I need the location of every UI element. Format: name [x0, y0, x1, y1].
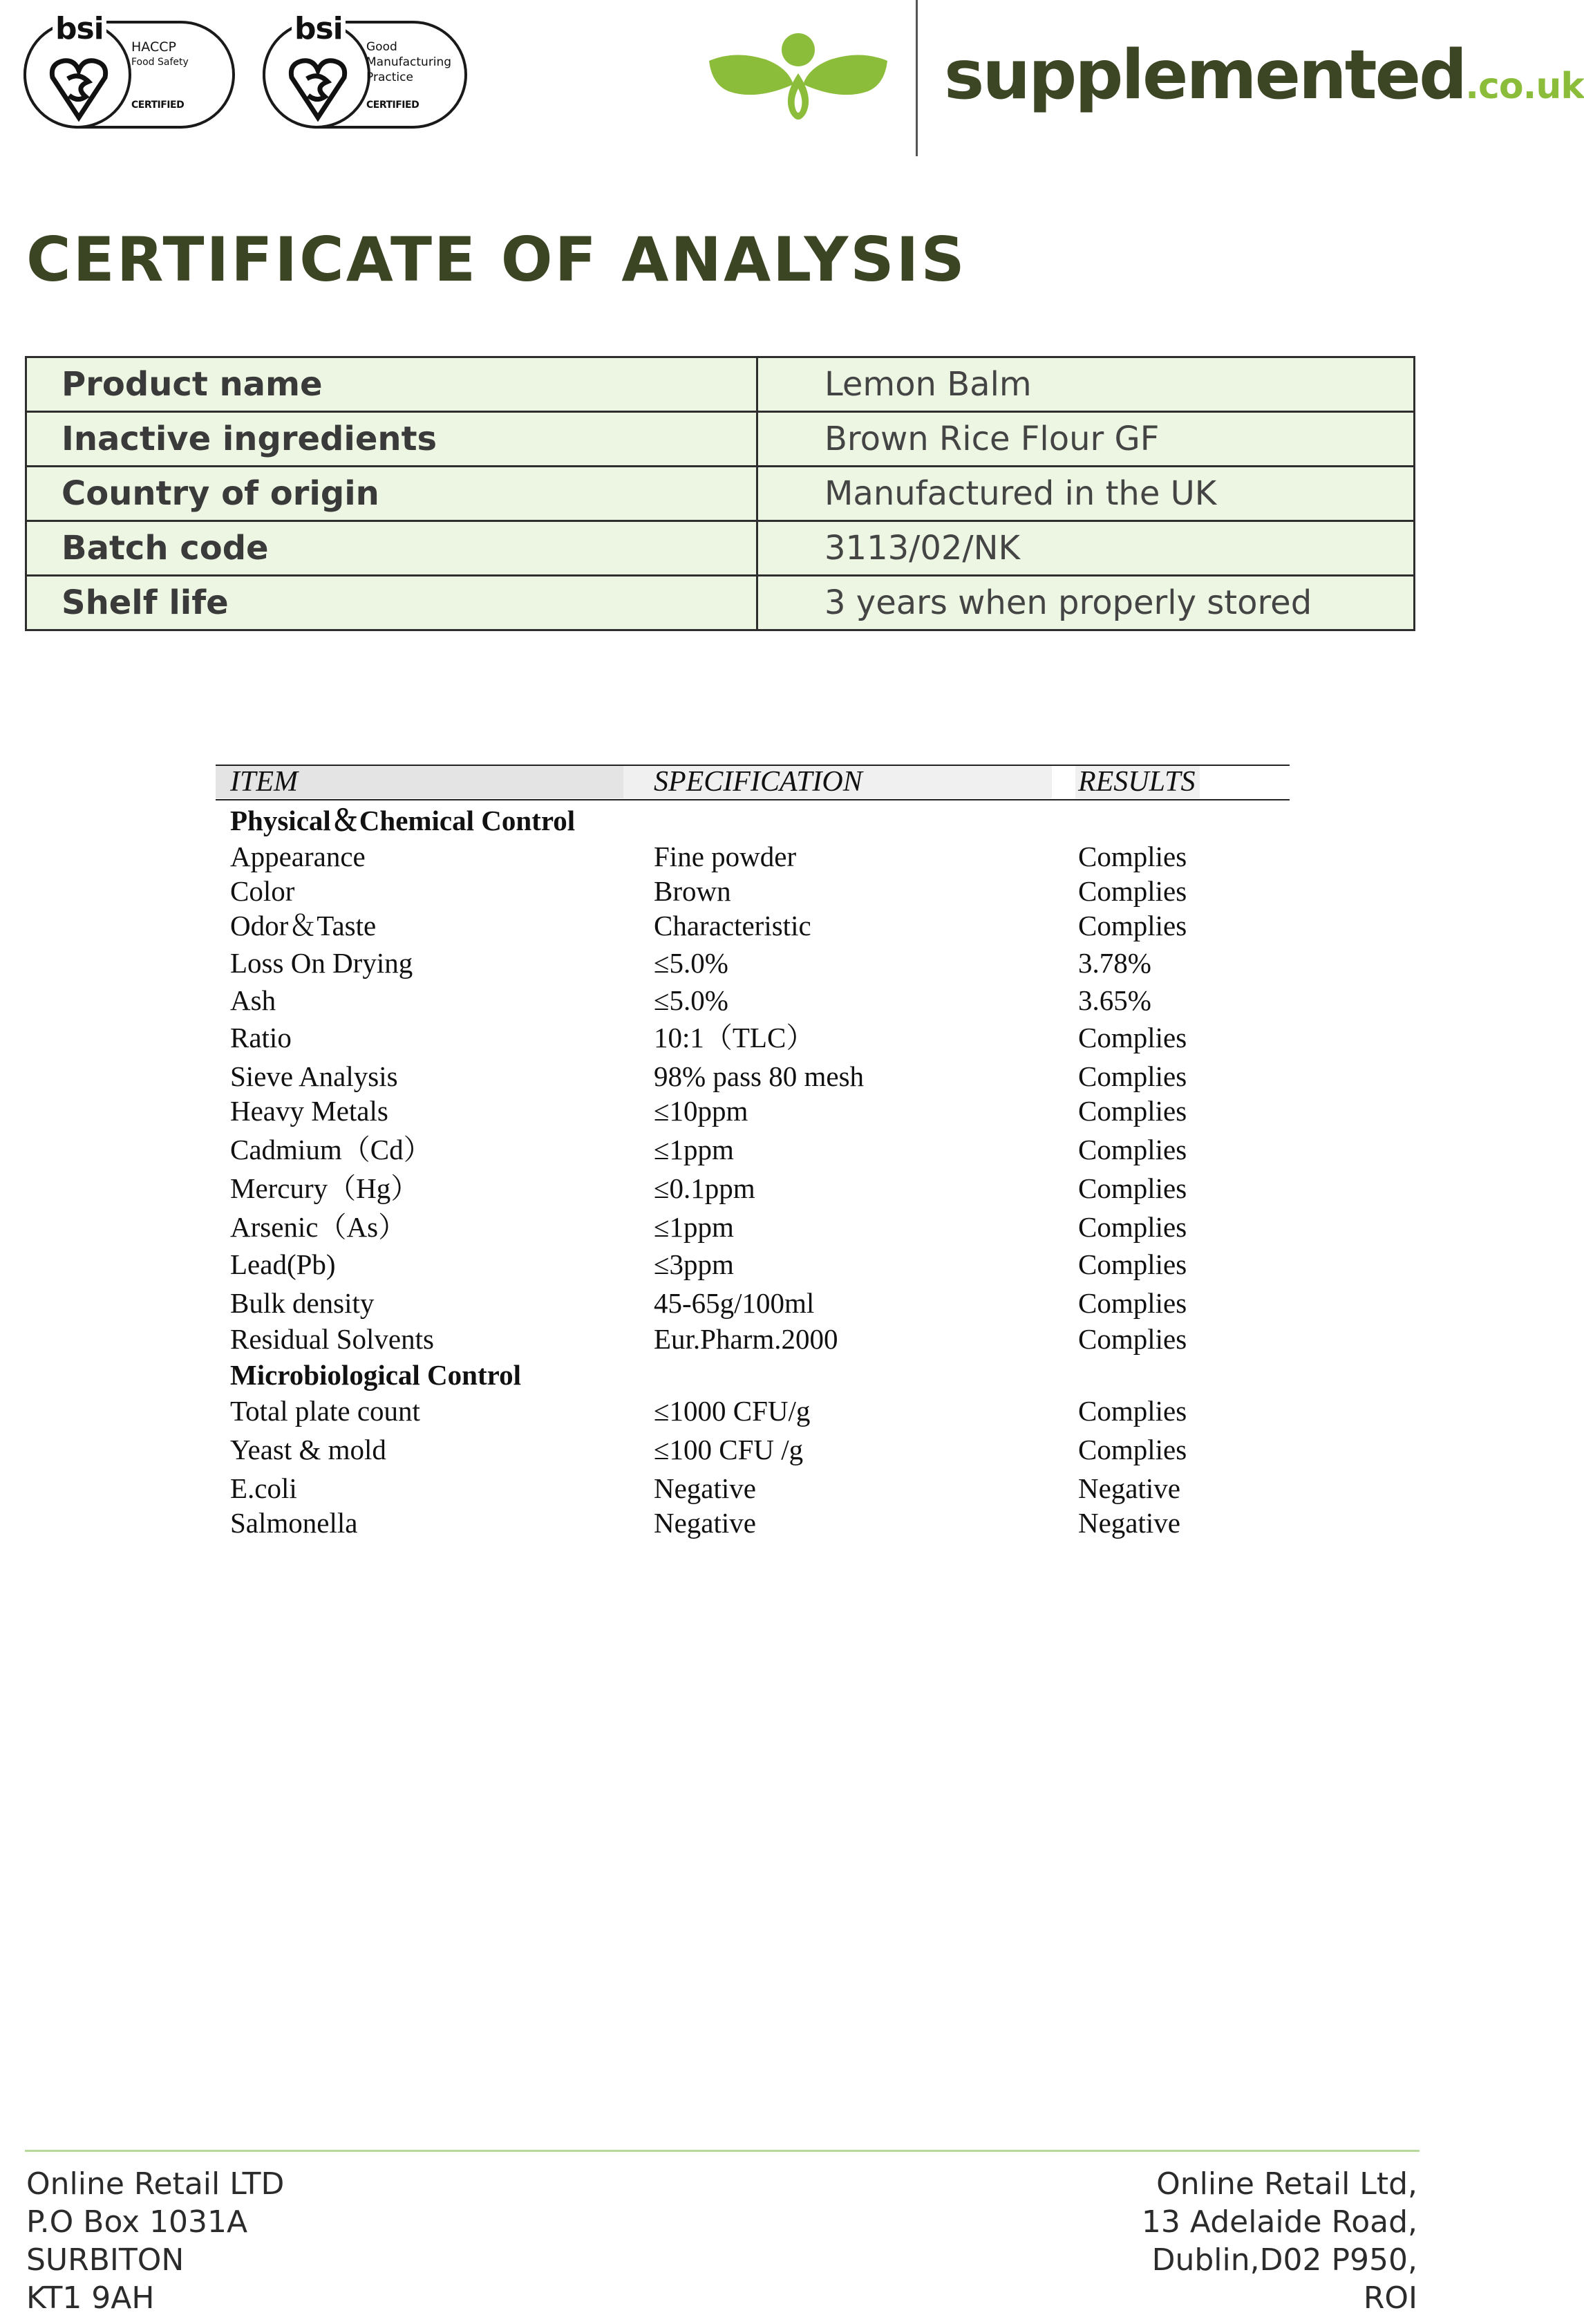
address-line: Dublin,D02 P950, — [1151, 2242, 1417, 2278]
brand-wordmark — [944, 30, 1584, 131]
table-row — [26, 576, 1415, 630]
specification-cell: ≤0.1ppm — [654, 1172, 755, 1204]
item-cell: Salmonella — [230, 1507, 358, 1539]
table-row — [0, 944, 1453, 982]
uk-address — [26, 2165, 284, 2317]
specification-cell: Eur.Pharm.2000 — [654, 1323, 838, 1355]
column-header-item: ITEM — [230, 766, 298, 798]
product-info-table — [25, 356, 1415, 631]
badge-status: CERTIFIED — [131, 100, 185, 111]
specification-cell: ≤3ppm — [654, 1248, 734, 1280]
bsi-logo-text: bsi — [292, 14, 346, 44]
result-cell: Complies — [1078, 1211, 1187, 1243]
kitemark-icon — [47, 51, 111, 120]
address-line: KT1 9AH — [26, 2280, 155, 2316]
column-header-specification: SPECIFICATION — [654, 766, 862, 798]
table-row — [0, 1470, 1453, 1507]
column-header-results: RESULTS — [1078, 766, 1196, 798]
specification-cell: Characteristic — [654, 910, 811, 941]
table-row — [0, 872, 1453, 910]
address-line: ROI — [1363, 2280, 1417, 2316]
table-row — [0, 1320, 1453, 1358]
kitemark-icon — [286, 51, 350, 120]
item-cell: Ratio — [230, 1022, 292, 1053]
specification-cell: Negative — [654, 1507, 756, 1539]
row-value: 3 years when properly stored — [757, 576, 1415, 630]
specification-cell: 45-65g/100ml — [654, 1287, 815, 1319]
badge-title: HACCP — [131, 39, 176, 55]
section-header-row — [0, 1356, 1453, 1394]
result-cell: Complies — [1078, 875, 1187, 907]
item-cell: E.coli — [230, 1472, 297, 1504]
item-cell: Ash — [230, 984, 276, 1016]
result-cell: Complies — [1078, 1134, 1187, 1165]
table-row — [0, 1058, 1453, 1095]
result-cell: Complies — [1078, 1060, 1187, 1092]
item-cell: Appearance — [230, 841, 366, 872]
item-cell: Cadmium（Cd） — [230, 1134, 432, 1165]
result-cell: Complies — [1078, 1395, 1187, 1427]
table-row — [26, 467, 1415, 521]
badge-title: Good — [366, 40, 397, 54]
haccp-certification-badge — [23, 11, 235, 129]
result-cell: Complies — [1078, 910, 1187, 941]
result-cell: 3.65% — [1078, 984, 1151, 1016]
specification-cell: Negative — [654, 1472, 756, 1504]
result-cell: Complies — [1078, 1022, 1187, 1053]
table-row — [0, 1392, 1453, 1430]
item-cell: Lead(Pb) — [230, 1248, 336, 1280]
specification-cell: Brown — [654, 875, 731, 907]
badge-status: CERTIFIED — [366, 100, 419, 111]
table-row — [0, 1092, 1453, 1130]
result-cell: Complies — [1078, 1434, 1187, 1465]
table-row — [0, 982, 1453, 1019]
row-label: Product name — [26, 357, 757, 412]
result-cell: Complies — [1078, 1248, 1187, 1280]
table-row — [0, 1431, 1453, 1468]
address-line: 13 Adelaide Road, — [1141, 2204, 1417, 2240]
row-value: Manufactured in the UK — [757, 467, 1415, 521]
table-row — [0, 1284, 1453, 1322]
specification-cell: ≤100 CFU /g — [654, 1434, 804, 1465]
item-cell: Physical＆Chemical Control — [230, 805, 576, 836]
address-line: Online Retail LTD — [26, 2166, 285, 2202]
specification-cell: ≤1ppm — [654, 1211, 734, 1243]
table-row — [0, 1019, 1453, 1056]
footer-divider — [25, 2150, 1420, 2152]
table-row — [0, 1208, 1453, 1246]
item-cell: Heavy Metals — [230, 1095, 388, 1127]
badge-subtitle-line: Practice — [366, 71, 413, 84]
item-cell: Loss On Drying — [230, 947, 413, 979]
item-cell: Odor＆Taste — [230, 910, 377, 941]
result-cell: Negative — [1078, 1472, 1180, 1504]
table-row — [0, 907, 1453, 944]
gmp-certification-badge — [263, 11, 467, 129]
table-row — [26, 412, 1415, 467]
table-row — [0, 1504, 1453, 1541]
row-label: Batch code — [26, 521, 757, 576]
specification-cell: ≤1000 CFU/g — [654, 1395, 811, 1427]
specification-cell: ≤5.0% — [654, 984, 728, 1016]
item-cell: Sieve Analysis — [230, 1060, 398, 1092]
row-label: Inactive ingredients — [26, 412, 757, 467]
address-line: P.O Box 1031A — [26, 2204, 248, 2240]
result-cell: Complies — [1078, 1095, 1187, 1127]
item-cell: Bulk density — [230, 1287, 375, 1319]
brand-tld: .co.uk — [1465, 66, 1584, 107]
result-cell: 3.78% — [1078, 947, 1151, 979]
section-header-row — [0, 802, 1453, 839]
item-cell: Residual Solvents — [230, 1323, 434, 1355]
page-title: CERTIFICATE OF ANALYSIS — [26, 224, 967, 295]
table-row — [26, 357, 1415, 412]
table-row — [0, 1131, 1453, 1168]
specification-cell: ≤5.0% — [654, 947, 728, 979]
result-cell: Complies — [1078, 841, 1187, 872]
item-cell: Total plate count — [230, 1395, 420, 1427]
specification-cell: ≤1ppm — [654, 1134, 734, 1165]
table-row — [0, 838, 1453, 875]
row-value: 3113/02/NK — [757, 521, 1415, 576]
item-cell: Yeast & mold — [230, 1434, 386, 1465]
item-cell: Arsenic（As） — [230, 1211, 407, 1243]
brand-name: supplemented — [944, 36, 1466, 115]
ireland-address — [1142, 2165, 1417, 2317]
address-line: SURBITON — [26, 2242, 185, 2278]
item-cell: Mercury（Hg） — [230, 1172, 419, 1204]
result-cell: Complies — [1078, 1323, 1187, 1355]
result-cell: Negative — [1078, 1507, 1180, 1539]
table-row — [0, 1170, 1453, 1207]
leaf-sprout-icon — [708, 25, 889, 129]
row-label: Country of origin — [26, 467, 757, 521]
specification-cell: 98% pass 80 mesh — [654, 1060, 865, 1092]
specification-cell: 10:1（TLC） — [654, 1022, 815, 1053]
item-cell: Color — [230, 875, 295, 907]
badge-subtitle: Food Safety — [131, 57, 189, 68]
row-label: Shelf life — [26, 576, 757, 630]
result-cell: Complies — [1078, 1172, 1187, 1204]
address-line: Online Retail Ltd, — [1156, 2166, 1417, 2202]
table-row — [0, 1246, 1453, 1283]
specification-cell: Fine powder — [654, 841, 797, 872]
brand-divider — [916, 0, 918, 156]
badge-subtitle-line: Manufacturing — [366, 55, 452, 69]
result-cell: Complies — [1078, 1287, 1187, 1319]
bsi-logo-text: bsi — [53, 14, 106, 44]
row-value: Lemon Balm — [757, 357, 1415, 412]
table-row — [26, 521, 1415, 576]
specification-cell: ≤10ppm — [654, 1095, 748, 1127]
row-value: Brown Rice Flour GF — [757, 412, 1415, 467]
item-cell: Microbiological Control — [230, 1359, 521, 1391]
